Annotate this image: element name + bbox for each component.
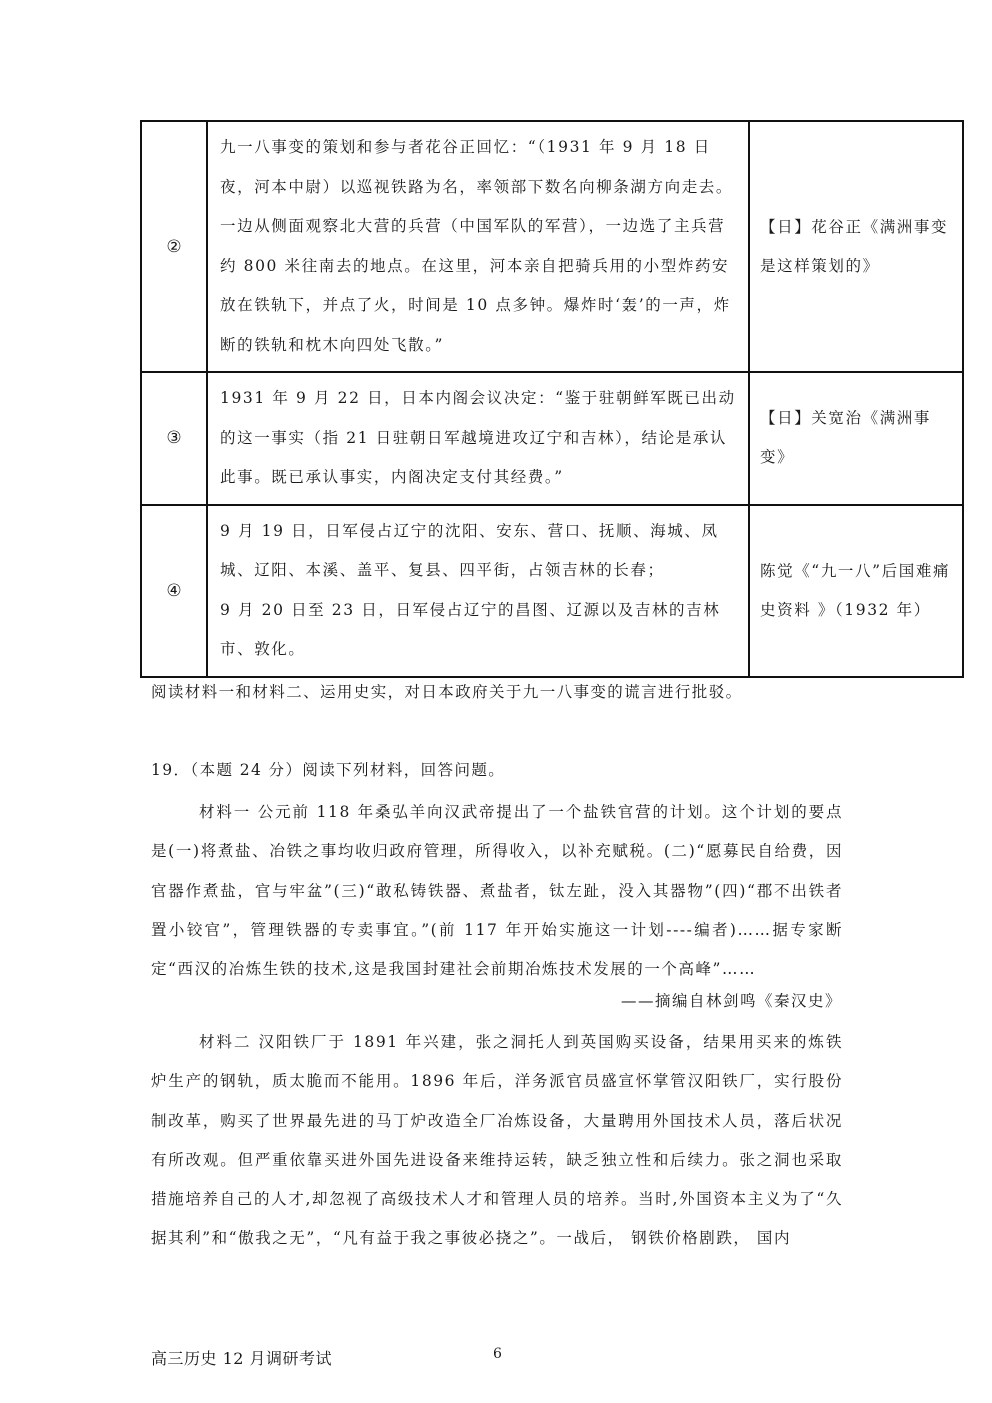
question-prompt: 阅读材料一和材料二、运用史实，对日本政府关于九一八事变的谎言进行批驳。 xyxy=(151,683,743,701)
row-source: 陈觉《“九一八”后国难痛史资料 》（1932 年） xyxy=(749,505,963,677)
row-content-line: 9 月 20 日至 23 日，日军侵占辽宁的昌图、辽源以及吉林的吉林市、敦化。 xyxy=(220,600,721,658)
material-one-citation: ——摘编自林剑鸣《秦汉史》 xyxy=(620,992,842,1010)
row-source: 【日】关宽治《满洲事变》 xyxy=(749,372,963,505)
row-content: 九一八事变的策划和参与者花谷正回忆：“（1931 年 9 月 18 日夜，河本中尉）以巡视铁路为名，率领部下数名向柳条湖方向走去。一边从侧面观察北大营的兵营（中国军队的军营），一边选了主兵营约 800 米往南去的地点。在这里，河本亲自把骑兵用的小型炸药安放在铁轨下，并点了火，时间是 10 点多钟。爆炸时‘轰’的一声，炸断的铁轨和枕木向四处飞散。” xyxy=(207,121,749,372)
table-row xyxy=(141,505,963,677)
row-number: ③ xyxy=(141,372,207,505)
question-19-title: 19．（本题 24 分）阅读下列材料，回答问题。 xyxy=(151,761,506,779)
table-row xyxy=(141,372,963,505)
material-two: 材料二 汉阳铁厂于 1891 年兴建，张之洞托人到英国购买设备，结果用买来的炼铁炉生产的钢轨，质太脆而不能用。1896 年后，洋务派官员盛宣怀掌管汉阳铁厂，实行股份制改革，购买了世界最先进的马丁炉改造全厂冶炼设备，大量聘用外国技术人员，落后状况有所改观。但严重依靠买进外国先进设备来维持运转，缺乏独立性和后续力。张之洞也采取措施培养自己的人才,却忽视了高级技术人才和管理人员的培养。当时,外国资本主义为了“久据其利”和“傲我之无”，“凡有益于我之事彼必挠之”。一战后， 钢铁价格剧跌， 国内 xyxy=(151,1033,843,1248)
materials-table xyxy=(140,120,964,678)
page-number: 6 xyxy=(493,1346,502,1362)
row-content: 1931 年 9 月 22 日，日本内阁会议决定：“鉴于驻朝鲜军既已出动的这一事实（指 21 日驻朝日军越境进攻辽宁和吉林），结论是承认此事。既已承认事实，内阁决定支付其经费。” xyxy=(207,372,749,505)
material-one: 材料一 公元前 118 年桑弘羊向汉武帝提出了一个盐铁官营的计划。这个计划的要点是(一)将煮盐、冶铁之事均收归政府管理，所得收入，以补充赋税。(二)“愿募民自给费，因官器作煮盐，官与牢盆”(三)“敢私铸铁器、煮盐者，钛左趾，没入其器物”(四)“郡不出铁者置小铰官”，管理铁器的专卖事宜。”(前 117 年开始实施这一计划----编者)……据专家断定“西汉的冶炼生铁的技术,这是我国封建社会前期冶炼技术发展的一个高峰”…… xyxy=(151,803,843,979)
table-row xyxy=(141,121,963,372)
row-content xyxy=(207,505,749,677)
row-number: ② xyxy=(141,121,207,372)
row-number: ④ xyxy=(141,505,207,677)
row-content-line: 9 月 19 日，日军侵占辽宁的沈阳、安东、营口、抚顺、海城、凤城、辽阳、本溪、盖平、复县、四平街，占领吉林的长春； xyxy=(220,521,719,579)
footer-exam-title: 高三历史 12 月调研考试 xyxy=(151,1349,333,1368)
row-source: 【日】花谷正《满洲事变是这样策划的》 xyxy=(749,121,963,372)
